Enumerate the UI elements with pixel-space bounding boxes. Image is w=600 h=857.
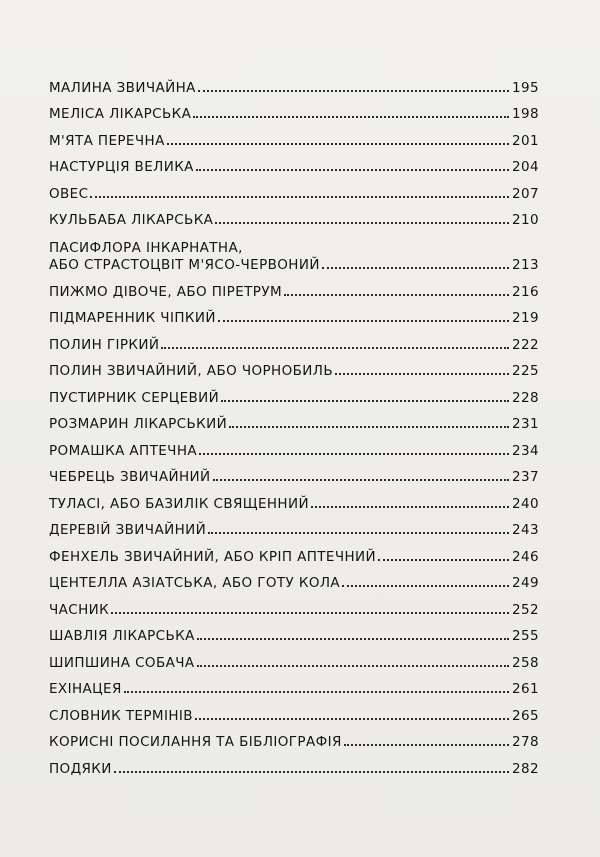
dot-leader bbox=[197, 638, 509, 640]
toc-entry-title: ЦЕНТЕЛЛА АЗІАТСЬКА, АБО ГОТУ КОЛА bbox=[49, 575, 341, 591]
dot-leader bbox=[161, 347, 509, 349]
toc-entry bbox=[49, 176, 539, 203]
toc-entry-title: ТУЛАСІ, АБО БАЗИЛІК СВЯЩЕННИЙ bbox=[49, 495, 309, 512]
toc-entry-page: 234 bbox=[512, 442, 539, 459]
dot-leader bbox=[111, 612, 509, 614]
toc-entry bbox=[49, 301, 539, 328]
toc-entry bbox=[49, 150, 539, 177]
toc-entry-page: 243 bbox=[512, 522, 539, 538]
toc-entry-page: 278 bbox=[512, 734, 539, 750]
toc-entry-page: 240 bbox=[512, 495, 539, 512]
toc-entry-title: ПАСИФЛОРА ІНКАРНАТНА, АБО СТРАСТОЦВІТ М'ЯСО-ЧЕРВОНИЙ bbox=[49, 240, 320, 273]
dot-leader bbox=[378, 559, 509, 561]
dot-leader bbox=[198, 90, 509, 92]
toc-entry-page: 201 bbox=[512, 132, 539, 149]
toc-entry-page: 249 bbox=[512, 575, 539, 591]
dot-leader bbox=[199, 453, 509, 455]
toc-entry-page: 231 bbox=[512, 416, 539, 432]
toc-entry bbox=[49, 486, 539, 513]
dot-leader bbox=[197, 665, 509, 667]
toc-entry-title: МАЛИНА ЗВИЧАЙНА bbox=[49, 79, 196, 96]
dot-leader bbox=[193, 116, 509, 118]
toc-entry bbox=[49, 619, 539, 646]
dot-leader bbox=[344, 744, 509, 746]
dot-leader bbox=[195, 718, 509, 720]
toc-entry-title: ПОДЯКИ bbox=[49, 760, 112, 777]
dot-leader bbox=[221, 400, 509, 402]
dot-leader bbox=[229, 426, 509, 428]
toc-entry-title: ЕХІНАЦЕЯ bbox=[49, 681, 122, 697]
toc-entry bbox=[49, 327, 539, 354]
toc-entry bbox=[49, 229, 539, 274]
toc-entry-page: 258 bbox=[512, 654, 539, 671]
toc-entry bbox=[49, 698, 539, 725]
toc-entry-title: ЧАСНИК bbox=[49, 601, 110, 618]
toc-entry-page: 228 bbox=[512, 389, 539, 406]
toc-entry-page: 222 bbox=[512, 336, 539, 353]
toc-entry-title: ПІДМАРЕННИК ЧІПКИЙ bbox=[49, 310, 216, 326]
toc-entry-page: 210 bbox=[512, 212, 539, 228]
toc-entry-title: ДЕРЕВІЙ ЗВИЧАЙНИЙ bbox=[49, 522, 207, 538]
dot-leader bbox=[311, 506, 509, 508]
toc-entry-page: 252 bbox=[512, 601, 539, 618]
toc-entry bbox=[49, 354, 539, 381]
toc-entry-title: ПОЛИН ГІРКИЙ bbox=[49, 336, 160, 353]
toc-entry-title: ШИПШИНА СОБАЧА bbox=[49, 654, 195, 671]
toc-entry-title: КУЛЬБАБА ЛІКАРСЬКА bbox=[49, 212, 214, 228]
toc-entry bbox=[49, 407, 539, 434]
toc-entry bbox=[49, 123, 539, 150]
toc-entry-title: МЕЛІСА ЛІКАРСЬКА bbox=[49, 106, 192, 122]
toc-entry-page: 265 bbox=[512, 707, 539, 724]
toc-entry-title: ОВЕС bbox=[49, 185, 89, 202]
dot-leader bbox=[284, 294, 509, 296]
toc-entry-page: 246 bbox=[512, 548, 539, 565]
dot-leader bbox=[124, 691, 509, 693]
toc-entry-title: ФЕНХЕЛЬ ЗВИЧАЙНИЙ, АБО КРІП АПТЕЧНИЙ bbox=[49, 548, 377, 565]
toc-entry-title: РОМАШКА АПТЕЧНА bbox=[49, 442, 198, 459]
toc-entry-title: ШАВЛІЯ ЛІКАРСЬКА bbox=[49, 628, 195, 644]
toc-entry bbox=[49, 70, 539, 97]
dot-leader bbox=[208, 532, 509, 534]
toc-entry bbox=[49, 274, 539, 301]
toc-entry-page: 237 bbox=[512, 469, 539, 485]
toc-entry bbox=[49, 751, 539, 778]
toc-entry-page: 225 bbox=[512, 363, 539, 379]
toc-entry-page: 204 bbox=[512, 159, 539, 175]
toc-entry bbox=[49, 592, 539, 619]
toc-entry-title: М'ЯТА ПЕРЕЧНА bbox=[49, 132, 165, 149]
toc-entry bbox=[49, 460, 539, 487]
toc-entry-title: ПИЖМО ДІВОЧЕ, АБО ПІРЕТРУМ bbox=[49, 283, 283, 300]
toc-entry bbox=[49, 672, 539, 699]
toc-entry-page: 219 bbox=[512, 310, 539, 326]
toc-entry bbox=[49, 725, 539, 752]
toc-entry-title: НАСТУРЦІЯ ВЕЛИКА bbox=[49, 159, 194, 175]
toc-entry-title: ЧЕБРЕЦЬ ЗВИЧАЙНИЙ bbox=[49, 469, 211, 485]
toc-entry-title: РОЗМАРИН ЛІКАРСЬКИЙ bbox=[49, 416, 228, 432]
toc-entry bbox=[49, 645, 539, 672]
toc-entry-page: 282 bbox=[512, 760, 539, 777]
toc-entry bbox=[49, 97, 539, 124]
toc-entry bbox=[49, 539, 539, 566]
dot-leader bbox=[342, 585, 509, 587]
dot-leader bbox=[90, 196, 509, 198]
dot-leader bbox=[335, 373, 509, 375]
toc-entry bbox=[49, 566, 539, 593]
toc-entry bbox=[49, 513, 539, 540]
toc-entry bbox=[49, 380, 539, 407]
toc-entry-page: 255 bbox=[512, 628, 539, 644]
toc-entry-page: 261 bbox=[512, 681, 539, 697]
toc-entry-page: 195 bbox=[512, 79, 539, 96]
table-of-contents bbox=[49, 70, 539, 778]
dot-leader bbox=[215, 222, 509, 224]
toc-entry-page: 207 bbox=[512, 185, 539, 202]
toc-entry-page: 213 bbox=[512, 257, 539, 273]
toc-entry bbox=[49, 433, 539, 460]
dot-leader bbox=[322, 267, 509, 269]
dot-leader bbox=[114, 771, 509, 773]
dot-leader bbox=[218, 320, 509, 322]
toc-entry-title: ПУСТИРНИК СЕРЦЕВИЙ bbox=[49, 389, 220, 406]
toc-entry-page: 216 bbox=[512, 283, 539, 300]
toc-entry-title: ПОЛИН ЗВИЧАЙНИЙ, АБО ЧОРНОБИЛЬ bbox=[49, 363, 333, 379]
dot-leader bbox=[167, 143, 509, 145]
toc-entry-title: СЛОВНИК ТЕРМІНІВ bbox=[49, 707, 193, 724]
toc-entry-page: 198 bbox=[512, 106, 539, 122]
toc-entry bbox=[49, 203, 539, 230]
toc-entry-title: КОРИСНІ ПОСИЛАННЯ ТА БІБЛІОГРАФІЯ bbox=[49, 734, 342, 750]
dot-leader bbox=[213, 479, 510, 481]
dot-leader bbox=[196, 169, 509, 171]
